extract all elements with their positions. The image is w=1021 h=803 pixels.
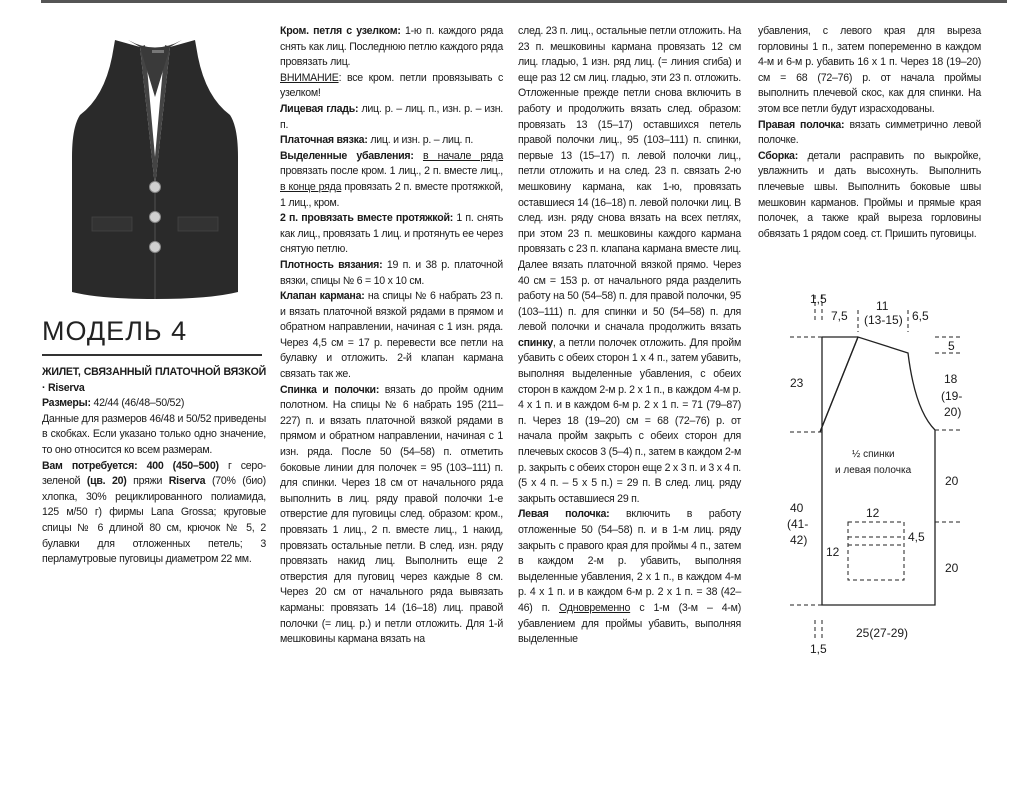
dec-text-b: провязать 2 п. вместе протяжкой, 1 лиц., кром.	[280, 180, 503, 209]
dim-12a: 12	[866, 506, 880, 520]
pattern-schematic	[780, 290, 985, 660]
model-title: МОДЕЛЬ 4	[42, 316, 188, 346]
dec-label: Выделенные убавления:	[280, 149, 414, 162]
edge-stitch-paragraph	[280, 24, 503, 71]
column-1	[42, 365, 266, 568]
pocket-outline	[848, 522, 904, 580]
k2tog-text: 1 п. снять как лиц., провязать 1 лиц. и протянуть ее через снятую петлю.	[280, 212, 504, 256]
column-4	[758, 24, 981, 242]
needs-yarn: Riserva	[168, 475, 206, 488]
needs-text-c: (70% (био) хлопка, 30% рециклированного полиамида, 125 м/50 г) фирмы Lana Grossa; круговые спицы № 6 длиной 80 см, крючок № 5, 2 булавки для отложенных петель; 3 перламутровые пуговицы диаметром 22 мм.	[42, 475, 266, 566]
gauge-label: Плотность вязания:	[280, 258, 383, 271]
vest-button-3	[150, 242, 161, 253]
flap-label: Клапан кармана:	[280, 290, 365, 303]
neckline-paragraph: убавления, с левого края для выреза горловины 1 п., затем попеременно в каждом 4-м и 6-м р. убавить 16 х 1 п. Через 18 (19–20) см = 68 (72–76) р. от начала проймы выполнить плечевой скос, как для спинки. На этом все петли будут израсходованы.	[758, 25, 981, 115]
sizes-text: 42/44 (46/48–50/52)	[93, 397, 185, 410]
back-paragraph	[280, 383, 503, 648]
back-label: Спинка и полочки:	[280, 383, 380, 396]
flap-text: на спицы № 6 набрать 23 п. и вязать платочной вязкой рядами в прямом и обратном направлении, начиная с 1 изн. ряда. Через 4,5 см = 17 р. перевести все петли на булавку и отложить. 2-й клапан кармана связать так же.	[280, 290, 503, 381]
right-text: вязать симметрично левой полочке.	[758, 118, 981, 147]
gauge-text: 19 п. и 38 р. платочной вязки, спицы № 6 = 10 х 10 см.	[280, 258, 503, 287]
back-text: вязать до пройм одним полотном. На спицы № 6 набрать 195 (211–227) п. и вязать платочной вязкой рядами в прямом и обратном направлении, начиная с 1 изн. ряда. После 50 (54–58) п. отметить боковые линии для полочек = 95 (103–111) п. для спинки. Через 18 см от начального ряда выполнить в лиц. ряду правой полочки 1-е отверстие для пуговицы след. образом: кром., провязать 1 лиц., 2 п. вместе лиц., 1 накид, провязать остальные петли. В след. изн. ряду провязать накид лиц. Выполнить еще 2 отверстия для пуговиц через каждые 8 см. Через 20 см от начального ряда вывязать карманы: провязать 14 (16–18) лиц. правой полочки (= лиц. р.) и петли отложить. Для 1-й мешковины кармана вязать на	[280, 383, 504, 646]
left-text-b: с 1-м (3-м – 4-м) убавлением для проймы убавить, выполняя выделенные	[518, 601, 741, 646]
k2tog-paragraph	[280, 211, 503, 258]
dim-20a: 20	[945, 474, 959, 488]
garter-text: лиц. и изн. р. – лиц. п.	[370, 134, 474, 147]
needs-text-a: г серо-зеленой	[42, 459, 266, 488]
dim-25: 25(27-29)	[856, 626, 909, 640]
vest-button-1	[150, 182, 161, 193]
dim-top-left: 1,5	[810, 292, 827, 306]
needs-label: Вам потребуется:	[42, 459, 138, 472]
garter-paragraph	[280, 133, 503, 149]
column-3	[518, 24, 741, 648]
edge-label: Кром. петля с узелком:	[280, 25, 401, 37]
dec-end: в конце ряда	[280, 180, 342, 193]
stockinette-paragraph	[280, 102, 503, 133]
dim-18b: (19-	[941, 389, 963, 403]
left-label: Левая полочка:	[518, 508, 610, 521]
garter-label: Платочная вязка:	[280, 134, 368, 147]
dim-45: 4,5	[908, 530, 925, 544]
dim-40c: 42)	[790, 533, 808, 547]
dim-18: 18	[944, 372, 958, 386]
dim-bottom-left: 1,5	[810, 642, 827, 656]
assembly-label: Сборка:	[758, 149, 798, 162]
k2tog-label: 2 п. провязать вместе протяжкой:	[280, 212, 453, 225]
top-rule	[41, 0, 1007, 3]
dim-40: 40	[790, 501, 804, 515]
right-label: Правая полочка:	[758, 118, 845, 131]
vest-pocket-left	[92, 217, 132, 231]
right-front-paragraph	[758, 118, 981, 149]
edge-text: 1-ю п. каждого ряда снять как лиц. Последнюю петлю каждого ряда провязать лиц.	[280, 25, 503, 69]
dim-12b: 12	[826, 545, 840, 559]
dim-23: 23	[790, 376, 804, 390]
dim-18c: 20)	[944, 405, 962, 419]
attention-paragraph	[280, 71, 503, 102]
left-front-paragraph	[518, 507, 741, 647]
attention-label: ВНИМАНИЕ	[280, 71, 339, 84]
neckline-line	[820, 337, 858, 432]
vest-pocket-right	[178, 217, 218, 231]
back-word: спинку	[518, 336, 553, 349]
stockinette-label: Лицевая гладь:	[280, 102, 359, 115]
dec-text-a: провязать после кром. 1 лиц., 2 п. вместе лиц.,	[280, 165, 503, 178]
dim-11b: (13-15)	[864, 313, 903, 327]
schematic-label-a: ½ спинки	[852, 449, 895, 460]
dec-start: в начале ряда	[422, 149, 504, 162]
gauge-paragraph	[280, 258, 503, 289]
flap-paragraph	[280, 289, 503, 383]
simultaneously: Одновременно	[559, 601, 631, 614]
title-rule	[42, 354, 262, 356]
left-text: включить в работу отложенные 50 (54–58) п. и в 1-м лиц. ряду закрыть с правого края для проймы 4 п., затем в каждом 2-м р. убавить, выполняя выделенные убавления, 2 х 1 п., в каждом 4-м р. 4 х 1 п. и в каждом 6-м р. 2 х 1 п. = 38 (42–46) п.	[518, 508, 741, 614]
vest-photo	[70, 37, 240, 302]
col3-text-a: след. 23 п. лиц., остальные петли отложить. На 23 п. мешковины кармана провязать 12 см лиц. гладью, 1 изн. ряд лиц. (= линия сгиба) и еще раз 12 см лиц. гладью, эти 23 п. отложить. Отложенные прежде петли снова включить в работу и продолжить вязать след. образом: провязать 13 (15–17) оставшихся петель правой полочки лиц., 95 (103–111) п. спинки, первые 13 (15–17) п. левой полочки лиц., петли отложить и на след. 23 п. связать 2-ю мешковину кармана, как 1-ю, провязать оставшиеся 14 (16–18) п. левой полочки лиц. В след. изн. ряду снова вязать на всех петлях, при этом 23 п. мешковины каждого кармана провязать с 23 п. клапана кармана вместе лиц. Далее вязать платочной вязкой прямо. Через 40 см = 153 р. от начального ряда разделить работу на 50 (54–58) п. для правой полочки, 95 (103–111) п. для спинки и 50 (54–58) п. для левой полочки и сначала продолжить вязать	[518, 25, 741, 334]
column-2	[280, 24, 503, 648]
sizes-paragraph	[42, 396, 266, 412]
assembly-paragraph	[758, 149, 981, 243]
continuation-paragraph	[518, 24, 741, 507]
attention-text: : все кром. петли провязывать с узелком!	[280, 71, 503, 100]
dim-5: 5	[948, 339, 955, 353]
needs-amount: 400 (450–500)	[146, 459, 219, 472]
stockinette-text: лиц. р. – лиц. п., изн. р. – изн. п.	[280, 102, 503, 131]
pattern-heading: ЖИЛЕТ, СВЯЗАННЫЙ ПЛАТОЧНОЙ ВЯЗКОЙ · Riserva	[42, 366, 266, 394]
assembly-text: детали расправить по выкройке, увлажнить и дать высохнуть. Выполнить плечевые швы. Выполнить боковые швы мешковин карманов. Проймы и прямые края полочек, а также край выреза горловины обвязать 1 рядом соед. ст. Пришить пуговицы.	[758, 149, 981, 240]
dim-40b: (41-	[787, 517, 809, 531]
needs-text-b: пряжи	[133, 475, 163, 488]
schematic-label-b: и левая полочка	[835, 465, 912, 476]
heading-brand: Riserva	[47, 381, 85, 394]
dim-11: 11	[876, 299, 889, 313]
materials-paragraph	[42, 459, 266, 568]
decrease-paragraph	[280, 149, 503, 211]
dim-75: 7,5	[831, 309, 848, 323]
col3-text-b: , а петли полочек отложить. Для пройм убавить с обеих сторон 1 х 4 п., затем убавить, выполняя выделенные убавления, с обеих сторон в каждом 2-м р. 2 х 1 п., в каждом 4-м р. 4 х 1 п. и в каждом 6-м р. 2 х 1 п. = 71 (79–87) п. Через 18 (19–20) см = 68 (72–76) р. от начала пройм закрыть с обеих сторон для плечевых скосов 3 (5–4) п., затем в каждом 2-м р. закрыть с обеих сторон еще 2 х 3 п. и 3 х 4 п. (5 х 4 п. – 5 х 5 п.) = 29 п. В след. лиц. ряду закрыть оставшиеся 29 п.	[518, 336, 741, 505]
heading-text: ЖИЛЕТ, СВЯЗАННЫЙ ПЛАТОЧНОЙ ВЯЗКОЙ	[42, 366, 266, 378]
dim-65: 6,5	[912, 309, 929, 323]
sizes-note: Данные для размеров 46/48 и 50/52 приведены в скобках. Если указано только одно значение, то оно относится ко всем размерам.	[42, 412, 266, 456]
dim-20b: 20	[945, 561, 959, 575]
needs-color: (цв. 20)	[86, 475, 127, 488]
sizes-label: Размеры:	[42, 397, 91, 410]
vest-button-2	[150, 212, 161, 223]
vest-label	[152, 50, 164, 53]
